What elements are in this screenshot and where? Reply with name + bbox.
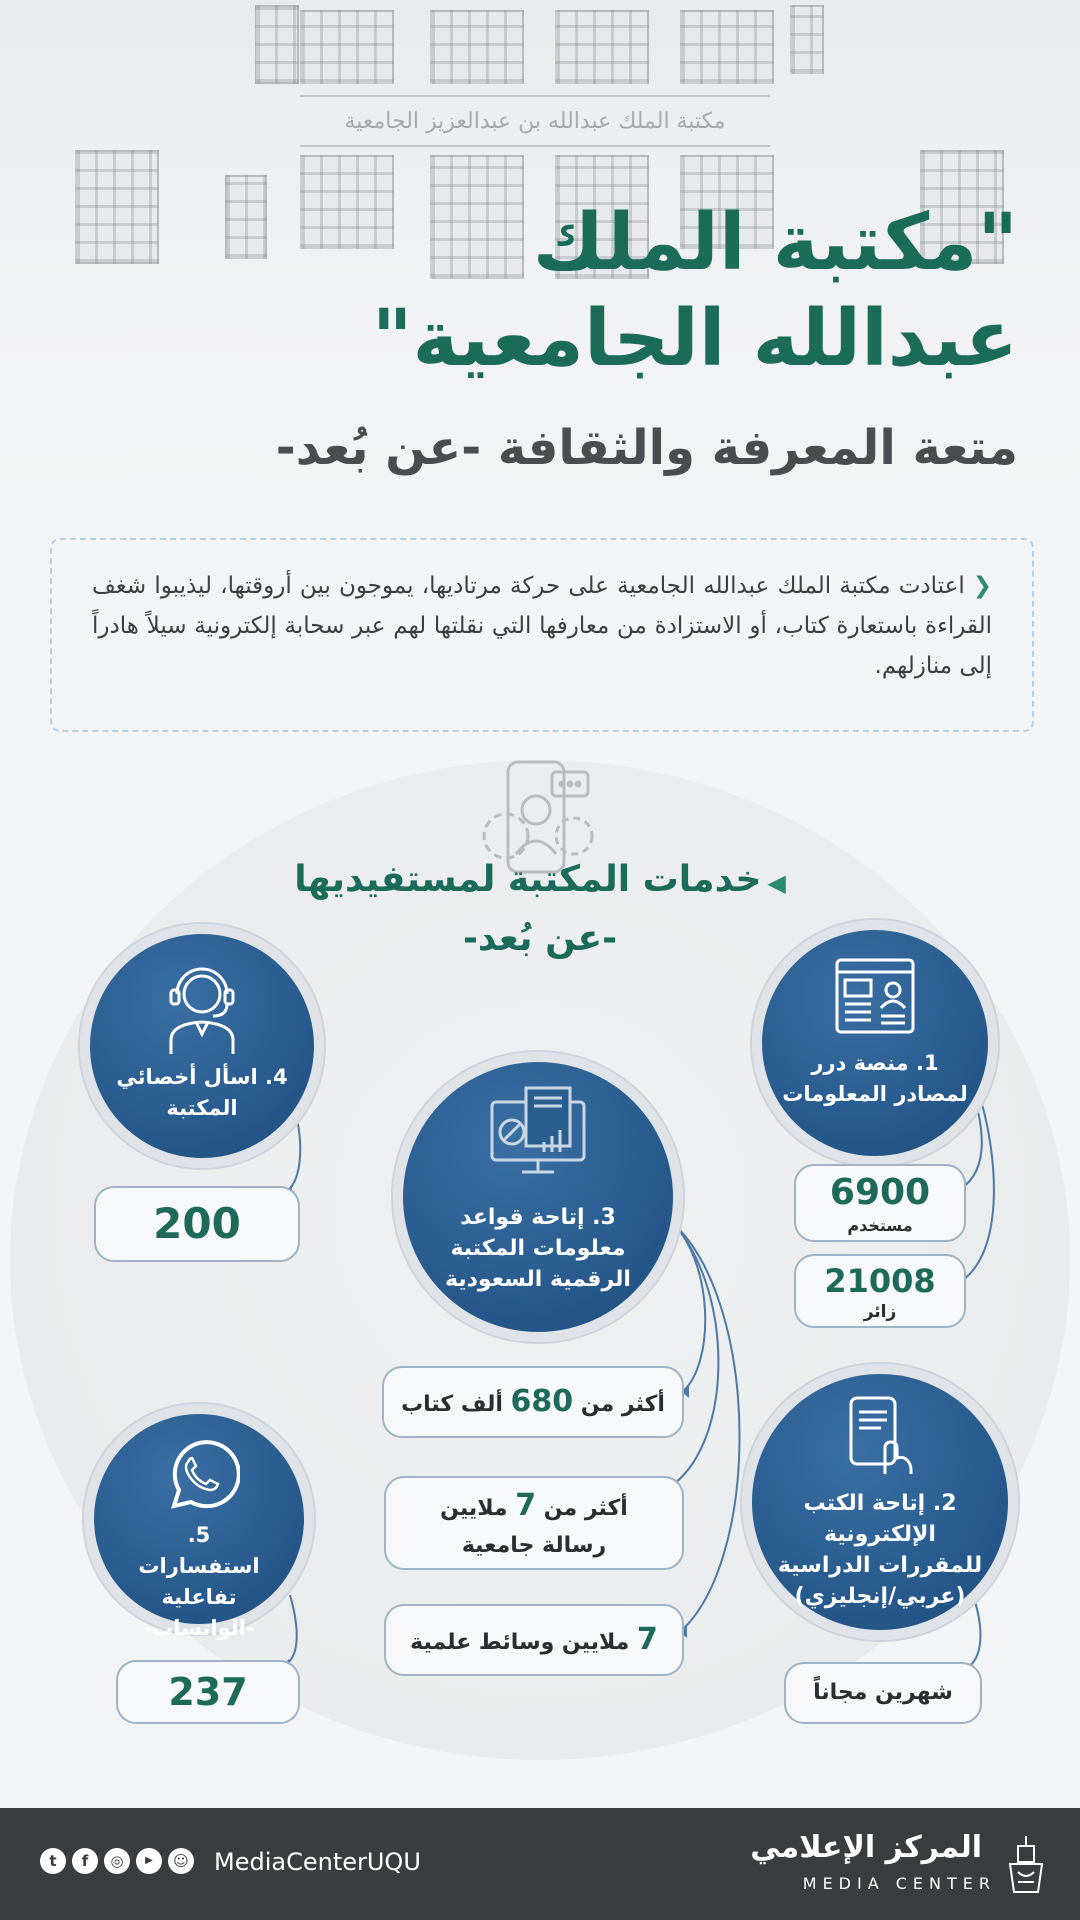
stat-pill-theses — [384, 1476, 684, 1570]
service-label-whatsapp: 5. استفسارات تفاعلية -الواتساب- — [138, 1523, 260, 1640]
stat-unit-durar-visitors: زائر — [863, 1302, 897, 1322]
building-sign: مكتبة الملك عبدالله بن عبدالعزيز الجامعية — [300, 95, 770, 147]
service-label-digital-library: 3. إتاحة قواعد معلومات المكتبة الرقمية السعودية — [445, 1205, 631, 1292]
chevron-left-icon: ❮ — [972, 573, 992, 599]
youtube-icon[interactable]: ▶ — [136, 1848, 162, 1874]
stat-unit-durar-users: مستخدم — [847, 1216, 913, 1235]
whatsapp-icon — [158, 1434, 240, 1516]
stat-value-theses: 7 — [515, 1488, 537, 1523]
service-label-ebooks: 2. إتاحة الكتب الإلكترونية للمقررات الدراسية (عربي/إنجليزي) — [777, 1491, 983, 1609]
browser-profile-icon — [835, 958, 915, 1034]
stat-pill-books — [382, 1366, 684, 1438]
stat-value-books: 680 — [510, 1384, 574, 1419]
service-label-ask: 4. اسأل أخصائي المكتبة — [116, 1065, 288, 1120]
stat-media-suffix: ملايين وسائط علمية — [410, 1630, 630, 1655]
service-circle-durar — [752, 920, 998, 1166]
intro-box — [50, 538, 1034, 732]
stat-value-media: 7 — [636, 1622, 658, 1657]
building-window — [680, 10, 774, 84]
social-handle[interactable]: MediaCenterUQU — [214, 1848, 421, 1876]
stat-value-durar-users: 6900 — [829, 1172, 931, 1213]
brand-name-english: MEDIA CENTER — [802, 1874, 996, 1893]
service-label-durar: 1. منصة درر لمصادر المعلومات — [782, 1051, 968, 1106]
stat-books-suffix: ألف كتاب — [401, 1392, 503, 1417]
stat-pill-ebooks — [784, 1662, 982, 1724]
building-window — [300, 10, 394, 84]
stat-theses-line2: رسالة جامعية — [461, 1533, 607, 1558]
stat-value-ask: 200 — [153, 1199, 241, 1248]
service-circle-ebooks — [742, 1364, 1018, 1640]
stat-ebooks-note: شهرين مجاناً — [813, 1680, 953, 1705]
services-title — [240, 852, 840, 967]
building-window — [430, 10, 524, 84]
stat-books-prefix: أكثر من — [580, 1392, 665, 1417]
snapchat-icon[interactable]: ☺ — [168, 1848, 194, 1874]
page-title — [118, 195, 1018, 387]
stat-theses-prefix: أكثر من — [543, 1496, 628, 1521]
footer — [0, 1808, 1080, 1920]
services-title-line-2: -عن بُعد- — [462, 918, 618, 959]
computer-documents-icon — [488, 1086, 588, 1176]
university-emblem-icon — [1006, 1834, 1046, 1896]
twitter-icon[interactable]: t — [40, 1848, 66, 1874]
stat-value-durar-visitors: 21008 — [824, 1262, 936, 1300]
services-title-line-1: خدمات المكتبة لمستفيديها — [294, 859, 762, 900]
stat-pill-media — [384, 1604, 684, 1676]
service-circle-digital-library — [393, 1052, 683, 1342]
stat-theses-suffix: ملايين — [440, 1496, 508, 1521]
instagram-icon[interactable]: ◎ — [104, 1848, 130, 1874]
building-window — [555, 10, 649, 84]
title-line-1: "مكتبة الملك — [532, 198, 1018, 288]
stat-pill-durar-users — [794, 1164, 966, 1242]
stat-pill-durar-visitors — [794, 1254, 966, 1328]
service-circle-whatsapp — [84, 1404, 314, 1640]
stat-pill-whatsapp — [116, 1660, 300, 1724]
stat-pill-ask — [94, 1186, 300, 1262]
brand-name-arabic: المركز الإعلامي — [750, 1830, 982, 1865]
title-line-2: عبدالله الجامعية" — [371, 294, 1018, 384]
triangle-left-icon: ◀ — [767, 869, 786, 897]
tablet-touch-icon — [845, 1396, 915, 1476]
intro-text: اعتادت مكتبة الملك عبدالله الجامعية على حركة مرتاديها، يموجون بين أروقتها، ليذيبوا شغف القراءة باستعارة كتاب، أو الاستزادة من معارفها التي نقلتها لهم عبر سحابة إلكترونية سيلاً هادراً إلى منازلهم. — [92, 573, 992, 679]
facebook-icon[interactable]: f — [72, 1848, 98, 1874]
building-window — [790, 5, 824, 74]
stat-value-whatsapp: 237 — [168, 1670, 248, 1714]
headset-agent-icon — [165, 960, 239, 1056]
building-window — [255, 5, 299, 84]
service-circle-ask — [80, 924, 324, 1168]
page-subtitle: متعة المعرفة والثقافة -عن بُعد- — [275, 420, 1018, 476]
